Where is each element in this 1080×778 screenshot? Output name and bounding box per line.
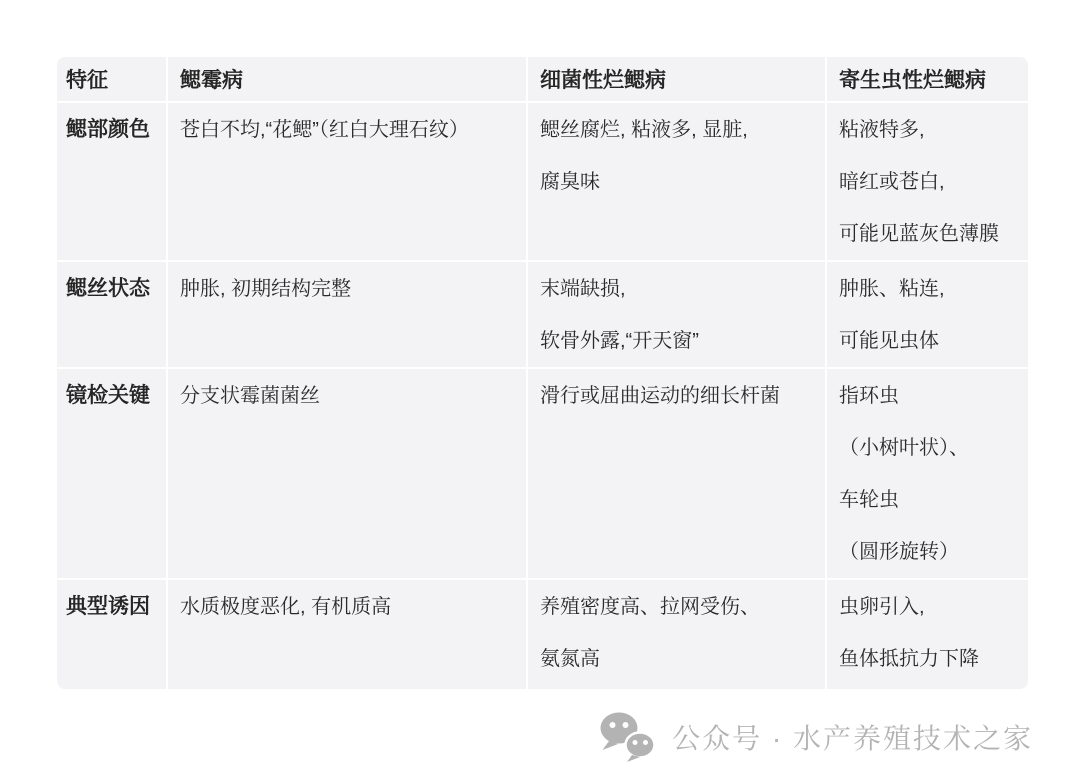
header-feature: 特征 [57,57,168,103]
cell-line: 软骨外露,“开天窗” [540,330,699,352]
cell-line: 指环虫 [839,385,899,407]
cell-line: 鳃丝状态 [66,277,150,300]
cell-line: 腐臭味 [540,171,600,193]
table-cell [827,103,1028,262]
cell-line: 车轮虫 [839,489,899,511]
row-header-cell [57,580,168,689]
table-cell [168,369,528,580]
row-header-cell [57,103,168,262]
cell-line: 养殖密度高、拉网受伤、 [540,596,760,618]
table-cell [528,369,827,580]
header-bacterial-gill-rot: 细菌性烂鳃病 [528,57,827,103]
table-row-typical-causes [57,580,1028,689]
cell-line: 滑行或屈曲运动的细长杆菌 [540,385,780,407]
cell-line: 可能见蓝灰色薄膜 [839,223,999,245]
table-cell [827,580,1028,689]
table-cell [168,262,528,369]
cell-line: 肿胀, 初期结构完整 [180,278,352,300]
cell-line: 镜检关键 [66,384,150,407]
cell-line: 鳃部颜色 [66,118,150,141]
cell-line: 水质极度恶化, 有机质高 [180,596,392,618]
table-row-gill-filament-state [57,262,1028,369]
cell-line: 暗红或苍白, [839,171,945,193]
cell-line: 氨氮高 [540,648,600,670]
table-cell [528,103,827,262]
cell-line: 典型诱因 [66,595,150,618]
watermark [596,710,1033,764]
table-cell [528,262,827,369]
header-parasitic-gill-rot: 寄生虫性烂鳃病 [827,57,1028,103]
cell-line: （小树叶状）、 [839,437,969,459]
cell-line: 鱼体抵抗力下降 [839,648,979,670]
wechat-logo-icon [596,710,658,764]
cell-line: 鳃丝腐烂, 粘液多, 显脏, [540,119,748,141]
header-gill-mold-disease: 鳃霉病 [168,57,528,103]
table-header-row [57,57,1028,103]
table-cell [827,369,1028,580]
cell-line: 分支状霉菌菌丝 [180,385,320,407]
cell-line: 苍白不均,“花鳃”（红白大理石纹） [180,119,469,141]
table-cell [168,580,528,689]
table-cell [168,103,528,262]
cell-line: 可能见虫体 [839,330,939,352]
cell-line: 末端缺损, [540,278,626,300]
cell-line: 粘液特多, [839,119,925,141]
cell-line: 虫卵引入, [839,596,925,618]
watermark-text: 公众号 · 水产养殖技术之家 [672,723,1033,754]
cell-line: （圆形旋转） [839,541,959,563]
table-row-gill-color [57,103,1028,262]
gill-disease-comparison-table [57,57,1028,689]
table-cell [827,262,1028,369]
row-header-cell [57,262,168,369]
cell-line: 肿胀、粘连, [839,278,945,300]
table-cell [528,580,827,689]
table-row-microscopy-key [57,369,1028,580]
row-header-cell [57,369,168,580]
